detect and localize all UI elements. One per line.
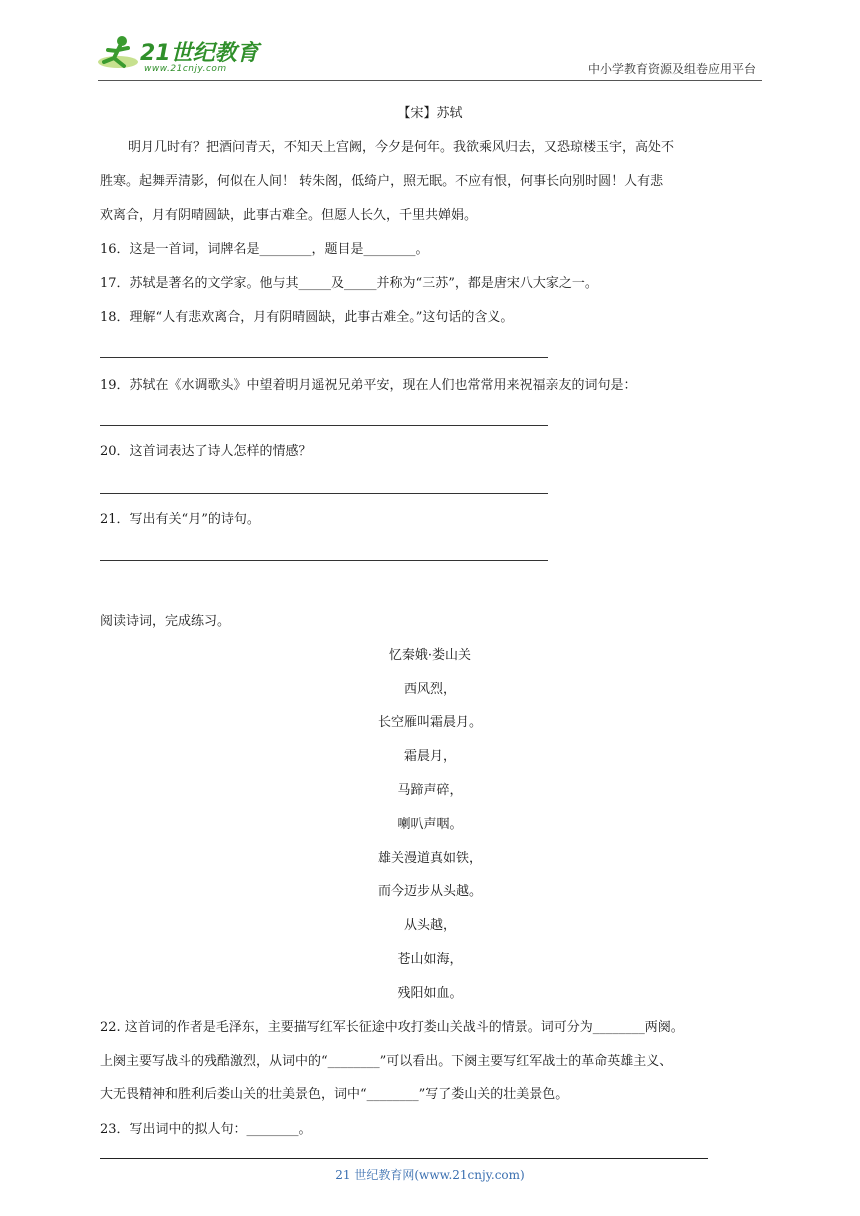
question-22-line: 上阕主要写战斗的残酷激烈，从词中的“________”可以看出。下阕主要写红军战士的革命英雄主义、: [100, 1054, 673, 1069]
question-20: 20．这首词表达了诗人怎样的情感？: [100, 444, 312, 459]
poem-line: 马蹄声碎，: [397, 783, 463, 798]
section-intro: 阅读诗词，完成练习。: [100, 614, 231, 629]
poem-line: 西风烈，: [403, 682, 456, 697]
logo-url: www.21cnjy.com: [144, 64, 227, 74]
answer-line-20[interactable]: [100, 493, 548, 494]
question-18: 18．理解“人有悲欢离合，月有阴晴圆缺，此事古难全。”这句话的含义。: [100, 310, 514, 325]
answer-line-19[interactable]: [100, 425, 548, 426]
answer-line-18[interactable]: [100, 357, 548, 358]
question-16: 16．这是一首词，词牌名是________，题目是________。: [100, 242, 429, 257]
platform-label: 中小学教育资源及组卷应用平台: [587, 62, 756, 76]
poem-line: 苍山如海，: [397, 952, 463, 967]
poem-text-line: 明月几时有？把酒问青天，不知天上宫阙，今夕是何年。我欲乘风归去，又恐琼楼玉宇，高处不: [128, 140, 675, 155]
footer-divider: [100, 1158, 708, 1159]
question-22-line: 大无畏精神和胜利后娄山关的壮美景色，词中“________”写了娄山关的壮美景色。: [100, 1087, 569, 1102]
question-19: 19．苏轼在《水调歌头》中望着明月遥祝兄弟平安，现在人们也常常用来祝福亲友的词句是：: [100, 378, 637, 393]
poem-line: 长空雁叫霜晨月。: [377, 715, 482, 730]
poem-title: 忆秦娥·娄山关: [388, 648, 472, 663]
header-divider: [98, 80, 762, 81]
poem-line: 喇叭声咽。: [397, 817, 463, 832]
question-21: 21．写出有关“月”的诗句。: [100, 512, 260, 527]
question-22-line: 22. 这首词的作者是毛泽东，主要描写红军长征途中攻打娄山关战斗的情景。词可分为________两阕。: [100, 1020, 684, 1035]
logo-text: 21世纪教育: [140, 41, 259, 66]
poem-line: 雄关漫道真如铁，: [377, 851, 482, 866]
poem-text-line: 欢离合，月有阴晴圆缺，此事古难全。但愿人长久，千里共婵娟。: [100, 208, 478, 223]
question-17: 17．苏轼是著名的文学家。他与其_____及_____并称为“三苏”，都是唐宋八大家之一。: [100, 276, 598, 291]
site-logo: [96, 32, 266, 78]
question-23: 23．写出词中的拟人句：________。: [100, 1122, 312, 1137]
poem-author: 【宋】苏轼: [397, 106, 463, 121]
poem-line: 而今迈步从头越。: [377, 884, 482, 899]
poem-line: 残阳如血。: [397, 986, 463, 1001]
poem-line: 从头越，: [403, 918, 456, 933]
poem-text-line: 胜寒。起舞弄清影，何似在人间！ 转朱阁，低绮户，照无眠。不应有恨，何事长向别时圆！人有悲: [100, 174, 664, 189]
footer-text: 21 世纪教育网(www.21cnjy.com): [335, 1168, 525, 1182]
answer-line-21[interactable]: [100, 560, 548, 561]
poem-line: 霜晨月，: [403, 749, 456, 764]
